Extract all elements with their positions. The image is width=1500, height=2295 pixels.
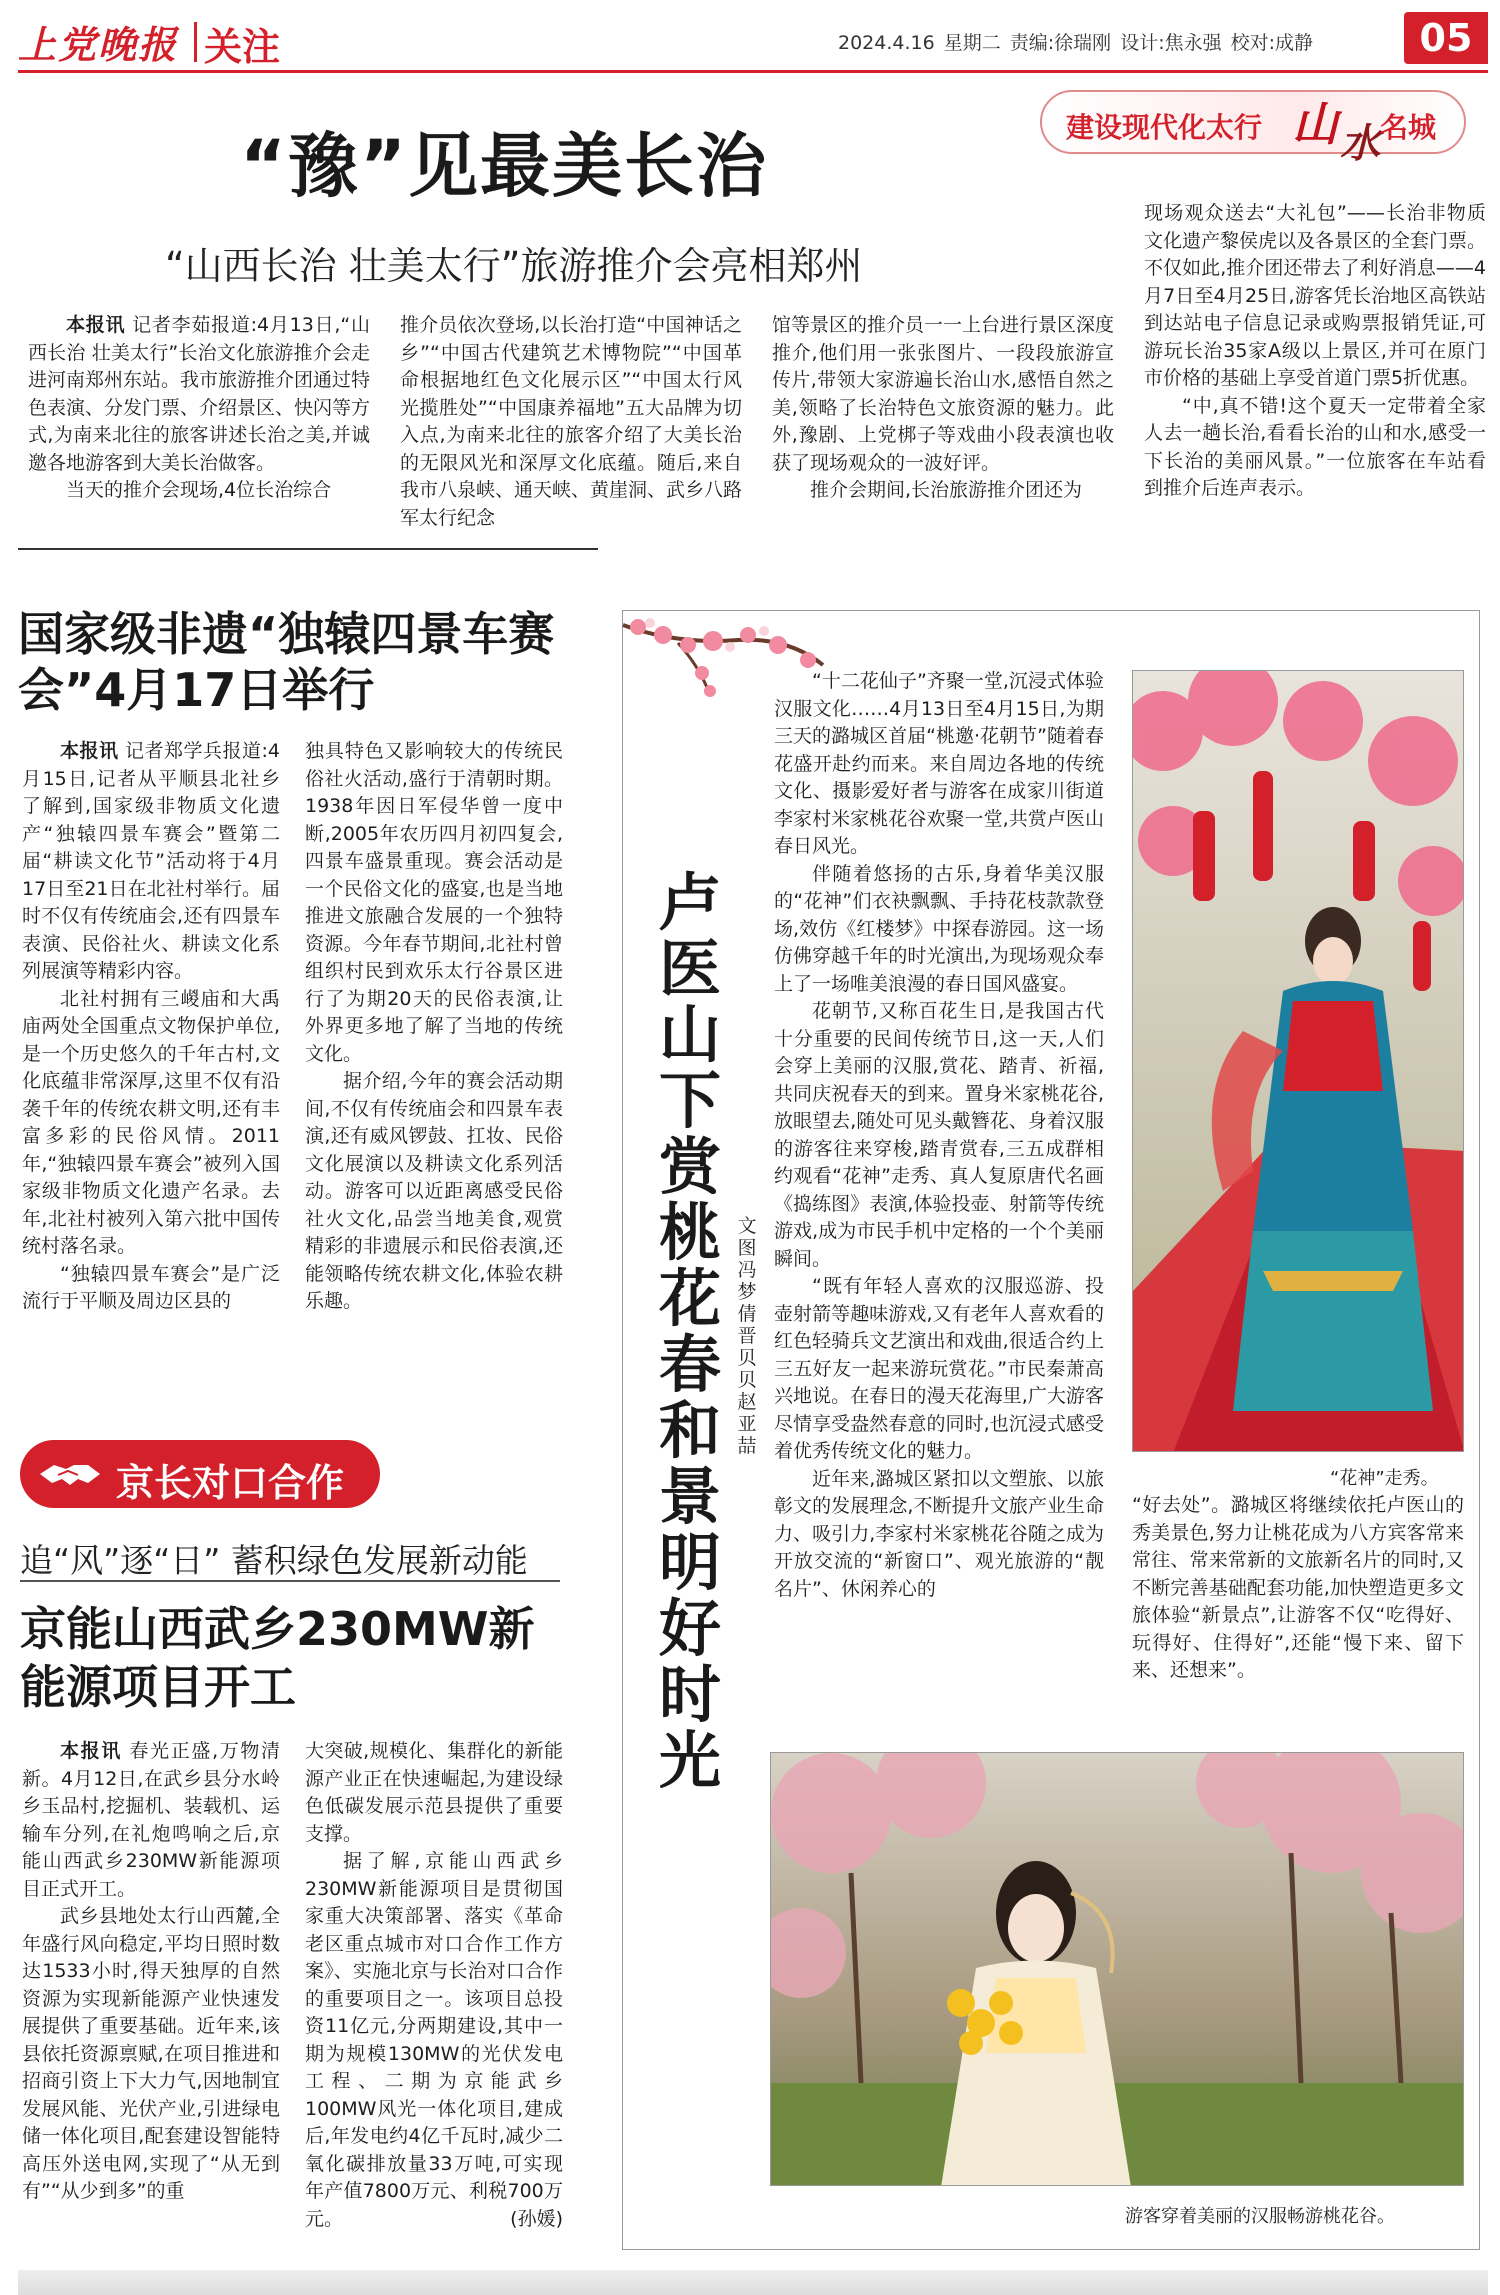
article1-col3 <box>772 312 1114 505</box>
banner-text: 建设现代化太行 <box>1066 111 1263 144</box>
article3-col1 <box>22 1738 280 2206</box>
article2-col2 <box>305 738 563 1316</box>
feature-para: “好去处”。潞城区将继续依托卢医山的秀美景色,努力让桃花成为八方宾客常来常往、常来常新的文旅新名片的同时,又不断完善基础配套功能,加快塑造更多文旅体验“新景点”,让游客不仅“吃得好、玩得好、住得好”,还能“慢下来、留下来、还想来”。 <box>1132 1494 1464 1681</box>
photo2-caption: 游客穿着美丽的汉服畅游桃花谷。 <box>1125 2206 1395 2227</box>
article2-para: 北社村拥有三嵕庙和大禹庙两处全国重点文物保护单位,是一个历史悠久的千年古村,文化底蕴非常深厚,这里不仅有沿袭千年的传统农耕文明,还有丰富多彩的民俗风情。2011年,“独辕四景车赛会”被列入国家级非物质文化遗产名录。去年,北社村被列入第六批中国传统村落名录。 <box>22 987 280 1257</box>
campaign-banner <box>1040 90 1466 167</box>
masthead <box>18 12 1488 70</box>
article3-sign: (孙媛) <box>510 2208 563 2230</box>
photo-illustration <box>771 1753 1464 2186</box>
article1-title: “豫”见最美长治 <box>240 125 769 207</box>
article3-subtitle: 追“风”逐“日” 蓄积绿色发展新动能 <box>20 1541 528 1580</box>
article3-para: 武乡县地处太行山西麓,全年盛行风向稳定,平均日照时数达1533小时,得天独厚的自然资源为实现新能源产业快速发展提供了重要基础。近年来,该县依托资源禀赋,在项目推进和招商引资上下大力气,因地制宜发展风能、光伏产业,引进绿电储一体化项目,配套建设智能特高压外送电网,实现了“从无到有”“从少到多”的重 <box>22 1905 280 2202</box>
article2-para: 独具特色又影响较大的传统民俗社火活动,盛行于清朝时期。1938年因日军侵华曾一度中断,2005年农历四月初四复会,四景车盛景重现。赛会活动是一个民俗文化的盛宴,也是当地推进文旅融合发展的一个独特资源。今年春节期间,北社村曾组织村民到欢乐太行谷景区进行了为期20天的民俗表演,让外界更多地了解了当地的传统文化。 <box>305 740 563 1065</box>
byline-lead: 本报讯 <box>66 314 126 336</box>
feature-para: “既有年轻人喜欢的汉服巡游、投壶射箭等趣味游戏,又有老年人喜欢看的红色轻骑兵文艺演出和戏曲,很适合约上三五好友一起来游玩赏花。”市民秦萧高兴地说。在春日的漫天花海里,广大游客尽情享受盎然春意的同时,也沉浸式感受着优秀传统文化的魅力。 <box>774 1275 1104 1462</box>
feature-col2 <box>1132 1492 1464 1685</box>
banner-text-end: 名城 <box>1380 111 1437 144</box>
article1-col4 <box>1144 200 1486 503</box>
article1-para: 馆等景区的推介员一一上台进行景区深度推介,他们用一张张图片、一段段旅游宣传片,带领大家游遍长治山水,感悟自然之美,领略了长治特色文旅资源的魅力。此外,豫剧、上党梆子等戏曲小段表演也收获了现场观众的一波好评。 <box>772 314 1115 474</box>
column-tag-label: 京长对口合作 <box>116 1461 345 1505</box>
article2-para: 据介绍,今年的赛会活动期间,不仅有传统庙会和四景车表演,还有威风锣鼓、扛妆、民俗文化展演以及耕读文化系列活动。游客可以近距离感受民俗社火文化,品尝当地美食,观赏精彩的非遗展示和民俗表演,还能领略传统农耕文化,体验农耕乐趣。 <box>305 1070 563 1312</box>
article1-para: 记者李茹报道:4月13日,“山西长治 壮美太行”长治文化旅游推介会走进河南郑州东站。我市旅游推介团通过特色表演、分发门票、介绍景区、快闪等方式,为南来北往的旅客讲述长治之美,并诚邀各地游客到大美长治做客。 <box>28 314 371 474</box>
article3-title: 京能山西武乡230MW新能源项目开工 <box>20 1602 535 1714</box>
subtitle-rule <box>20 1580 560 1582</box>
banner-calligraphy-shan: 山 <box>1292 97 1338 151</box>
feature-author: 文图 冯梦倩 晋贝贝 赵亚喆 <box>737 1215 757 1457</box>
article1-para: “中,真不错!这个夏天一定带着全家人去一趟长治,看看长治的山和水,感受一下长治的美丽风景。”一位旅客在车站看到推介后连声表示。 <box>1144 394 1486 499</box>
article3-para: 春光正盛,万物清新。4月12日,在武乡县分水岭乡玉品村,挖掘机、装载机、运输车分列,在礼炮鸣响之后,京能山西武乡230MW新能源项目正式开工。 <box>22 1740 280 1900</box>
feature-para: 伴随着悠扬的古乐,身着华美汉服的“花神”们衣袂飘飘、手持花枝款款登场,效仿《红楼梦》中探春游园。这一场仿佛穿越千年的时光演出,为现场观众奉上了一场唯美浪漫的春日国风盛宴。 <box>774 862 1104 995</box>
article2-para: 记者郑学兵报道:4月15日,记者从平顺县北社乡了解到,国家级非物质文化遗产“独辕四景车赛会”暨第二届“耕读文化节”活动将于4月17日至21日在北社村举行。届时不仅有传统庙会,还有四景车表演、民俗社火、耕读文化系列展演等精彩内容。 <box>22 740 280 982</box>
byline-lead: 本报讯 <box>60 740 119 762</box>
article1-col2 <box>400 312 742 532</box>
feature-photo-flower-goddess <box>1132 670 1464 1452</box>
newspaper-brand: 上党晚报 <box>18 22 179 67</box>
article1-para: 推介会期间,长治旅游推介团还为 <box>810 479 1083 501</box>
article3-para: 据了解,京能山西武乡230MW新能源项目是贯彻国家重大决策部署、落实《革命老区重点城市对口合作工作方案》、实施北京与长治对口合作的重要项目之一。该项目总投资11亿元,分两期建设,其中一期为规模130MW的光伏发电工程、二期为京能武乡100MW风光一体化项目,建成后,年发电约4亿千瓦时,减少二氧化碳排放量33万吨,可实现年产值7800万元、利税700万元。 <box>305 1850 563 2230</box>
section-name: 关注 <box>204 25 281 69</box>
issue-info: 2024.4.16 星期二 责编:徐瑞刚 设计:焦永强 校对:成静 <box>838 32 1314 54</box>
feature-col1 <box>774 668 1104 1603</box>
handshake-icon <box>38 1459 102 1489</box>
article2-para: “独辕四景车赛会”是广泛流行于平顺及周边区县的 <box>22 1262 280 1312</box>
feature-para: “十二花仙子”齐聚一堂,沉浸式体验汉服文化……4月13日至4月15日,为期三天的潞城区首届“桃邀·花朝节”随着春花盛开赴约而来。来自周边各地的传统文化、摄影爱好者与游客在成家川街道李家村米家桃花谷欢聚一堂,共赏卢医山春日风光。 <box>774 670 1104 857</box>
article2-col1 <box>22 738 280 1316</box>
feature-para: 近年来,潞城区紧扣以文塑旅、以旅彰文的发展理念,不断提升文旅产业生命力、吸引力,李家村米家桃花谷随之成为开放交流的“新窗口”、观光旅游的“靓名片”、休闲养心的 <box>774 1467 1104 1600</box>
banner-calligraphy-shui: 水 <box>1340 120 1380 167</box>
article3-para: 大突破,规模化、集群化的新能源产业正在快速崛起,为建设绿色低碳发展示范县提供了重要支撑。 <box>305 1740 563 1845</box>
page-number: 05 <box>1404 12 1488 64</box>
photo-illustration <box>1133 671 1464 1452</box>
article2-title: 国家级非遗“独辕四景车赛会”4月17日举行 <box>18 607 555 717</box>
feature-vertical-title: 卢医山下赏桃花 春和景明好时光 <box>658 866 721 1797</box>
article1-subtitle: “山西长治 壮美太行”旅游推介会亮相郑州 <box>165 244 863 288</box>
feature-para: 花朝节,又称百花生日,是我国古代十分重要的民间传统节日,这一天,人们会穿上美丽的汉服,赏花、踏青、祈福,共同庆祝春天的到来。置身米家桃花谷,放眼望去,随处可见头戴簪花、身着汉服的游客往来穿梭,踏青赏春,三五成群相约观看“花神”走秀、真人复原唐代名画《捣练图》表演,体验投壶、射箭等传统游戏,成为市民手机中定格的一个个美丽瞬间。 <box>774 1000 1104 1270</box>
brand-separator <box>194 22 197 62</box>
column-tag <box>20 1440 380 1508</box>
byline-lead: 本报讯 <box>60 1740 122 1762</box>
masthead-rule <box>18 70 1488 73</box>
article1-para: 推介员依次登场,以长治打造“中国神话之乡”“中国古代建筑艺术博物院”“中国革命根据地红色文化展示区”“中国太行风光揽胜处”“中国康养福地”五大品牌为切入点,为南来北往的旅客介绍了大美长治的无限风光和深厚文化底蕴。随后,来自我市八泉峡、通天峡、黄崖洞、武乡八路军太行纪念 <box>400 314 743 529</box>
article1-para: 当天的推介会现场,4位长治综合 <box>66 479 332 501</box>
page-footer-bar <box>18 2270 1488 2295</box>
article1-col1 <box>28 312 370 505</box>
article3-col2 <box>305 1738 563 2234</box>
section-divider <box>18 548 598 550</box>
photo1-caption: “花神”走秀。 <box>1330 1468 1439 1489</box>
feature-photo-peach-valley <box>770 1752 1464 2186</box>
article1-para: 现场观众送去“大礼包”——长治非物质文化遗产黎侯虎以及各景区的全套门票。不仅如此,推介团还带去了利好消息——4月7日至4月25日,游客凭长治地区高铁站到达站电子信息记录或购票报销凭证,可游玩长治35家A级以上景区,并可在原门市价格的基础上享受首道门票5折优惠。 <box>1144 202 1487 389</box>
